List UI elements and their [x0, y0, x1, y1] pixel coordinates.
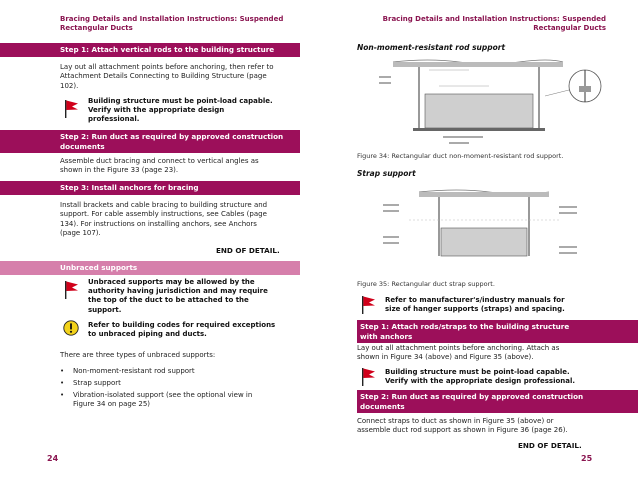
step3-heading: [0, 181, 300, 195]
fig35-caption: Figure 35: Rectangular duct strap support.: [357, 280, 495, 288]
step2-heading-line: documents: [360, 401, 405, 411]
body-line: (page 107).: [60, 228, 101, 237]
running-head-line: Bracing Details and Installation Instructions: Suspended: [60, 15, 284, 23]
body-line: Assemble duct bracing and connect to vertical angles as: [60, 157, 259, 165]
unbraced-note1: [88, 278, 288, 315]
running-head: [60, 15, 283, 33]
unbraced-heading-text: Unbraced supports: [60, 263, 138, 272]
note-line: Refer to building codes for required exceptions: [88, 321, 276, 329]
step1-body: [60, 63, 285, 91]
page-number: 24: [47, 454, 59, 463]
note-line: Verify with the appropriate design professional.: [385, 377, 576, 386]
list-item-text: Non-moment-resistant rod support: [73, 367, 195, 375]
running-head-line: Rectangular Ducts: [60, 24, 133, 32]
note-line: Building structure must be point-load capable.: [88, 97, 273, 105]
step1-heading-line: Step 1: Attach rods/straps to the building structure: [360, 322, 570, 331]
flag-icon: [360, 367, 376, 387]
list-item-text: Strap support: [73, 379, 121, 387]
step2-heading-line: Step 2: Run duct as required by approved construction: [360, 392, 584, 401]
note-line: support.: [88, 305, 122, 314]
bullet-dot: •: [60, 367, 65, 375]
unbraced-note2: [88, 321, 288, 339]
step3-body: [60, 201, 285, 238]
note-line: Refer to manufacturer's/industry manuals for: [385, 296, 565, 304]
fig35-heading: [319, 169, 416, 178]
body-line: 102).: [60, 81, 79, 90]
fig34-caption: Figure 34: Rectangular duct non-moment-resistant rod support.: [357, 152, 564, 160]
body-line: support. For cable assembly instructions, see Cables (page: [60, 210, 267, 219]
body-line: Connect straps to duct as shown in Figure 35 (above) or: [357, 417, 554, 425]
fig35-drawing: [379, 186, 589, 268]
list-item-line: Figure 34 on page 25): [73, 400, 151, 409]
body-line: shown in Figure 34 (above) and Figure 35 (above).: [357, 353, 534, 362]
body-line: assemble duct rod support as shown in Figure 36 (page 26).: [357, 426, 568, 435]
note-line: to unbraced piping and ducts.: [88, 330, 207, 339]
step1-heading-line: with anchors: [360, 331, 413, 341]
note-line: Unbraced supports may be allowed by the: [88, 278, 255, 286]
note-line: Building structure must be point-load capable.: [385, 368, 570, 376]
step2-body: [357, 417, 602, 436]
body-line: 134). For instructions on installing anchors, see Anchors: [60, 219, 257, 228]
fig34-heading: Non-moment-resistant rod support: [357, 43, 506, 52]
step1-note: [385, 368, 605, 386]
page-number: 25: [581, 454, 593, 463]
step2-heading-line: Step 2: Run duct as required by approved construction: [60, 132, 284, 141]
list-item-line: Vibration-isolated support (see the optional view in: [73, 391, 253, 399]
body-line: Lay out all attachment points before anchoring, then refer to: [60, 63, 274, 71]
step2-heading: [0, 130, 300, 153]
step1-heading-text: Step 1: Attach vertical rods to the building structure: [60, 45, 275, 54]
running-head-line: Bracing Details and Installation Instructions: Suspended: [382, 15, 606, 23]
body-line: Lay out all attachment points before anchoring. Attach as: [357, 344, 560, 352]
note-line: the top of the duct to be attached to the: [88, 296, 249, 305]
warning-icon: [63, 320, 79, 336]
fig35-heading-text: Strap support: [357, 169, 416, 178]
bullet-dot: •: [60, 379, 65, 387]
note-line: Verify with the appropriate design: [88, 106, 225, 115]
step3-heading-text: Step 3: Install anchors for bracing: [60, 183, 199, 192]
step2-heading: [357, 390, 638, 413]
note-line: professional.: [88, 115, 140, 124]
right-page: [319, 0, 638, 493]
list-item-text: [73, 391, 283, 410]
bullet-dot: •: [60, 391, 65, 399]
flag-icon: [360, 295, 376, 315]
unbraced-heading: [0, 261, 300, 275]
fig34-drawing: [369, 56, 609, 146]
body-line: Install brackets and cable bracing to building structure and: [60, 201, 268, 209]
manufacturer-note: [385, 296, 605, 314]
step1-note: [88, 97, 288, 125]
body-line: Attachment Details Connecting to Building Structure (page: [60, 72, 267, 81]
running-head: [383, 15, 606, 33]
end-of-detail: END OF DETAIL.: [216, 246, 280, 255]
flag-icon: [63, 280, 79, 300]
step1-body: [357, 344, 602, 363]
note-line: authority having jurisdiction and may require: [88, 287, 268, 296]
body-line: shown in the Figure 33 (page 23).: [60, 166, 179, 175]
step1-heading: [357, 320, 638, 343]
unbraced-intro: There are three types of unbraced supports:: [60, 351, 216, 359]
step2-heading-line: documents: [60, 141, 105, 151]
step1-heading: [0, 43, 300, 57]
end-of-detail: END OF DETAIL.: [518, 441, 582, 450]
running-head-line: Rectangular Ducts: [533, 24, 606, 32]
note-line: size of hanger supports (straps) and spacing.: [385, 305, 565, 314]
step2-body: [60, 157, 285, 176]
flag-icon: [63, 99, 79, 119]
